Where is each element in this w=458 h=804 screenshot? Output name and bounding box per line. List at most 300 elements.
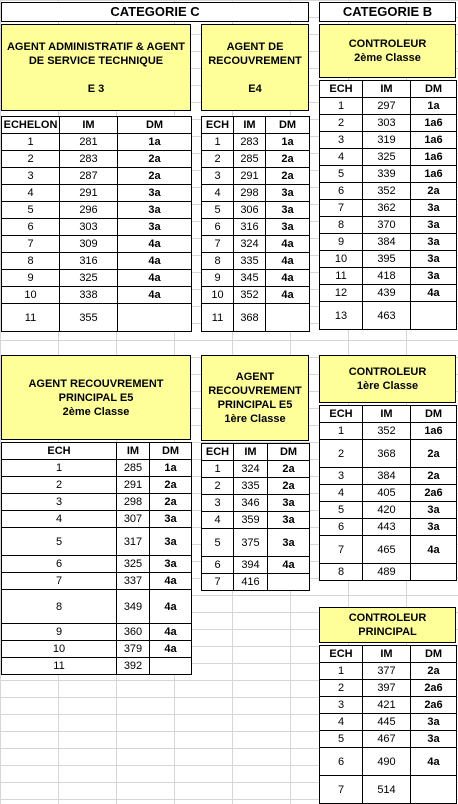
table-controleur-2eme xyxy=(319,80,457,330)
im-cell: 370 xyxy=(363,217,411,234)
table-row xyxy=(320,98,457,115)
echelon-cell: 6 xyxy=(2,556,117,573)
im-cell: 338 xyxy=(60,287,118,304)
im-cell: 439 xyxy=(363,285,411,302)
table-row xyxy=(320,714,457,731)
header-line: DE SERVICE TECHNIQUE xyxy=(28,54,164,67)
im-cell: 394 xyxy=(234,557,268,574)
table-agent-rp-2eme xyxy=(1,442,192,675)
dm-cell xyxy=(266,304,310,332)
echelon-cell: 4 xyxy=(320,714,363,731)
dm-cell: 3a xyxy=(150,556,192,573)
dm-cell: 3a xyxy=(118,202,192,219)
header-line: RECOUVREMENT xyxy=(208,385,302,397)
dm-cell xyxy=(150,658,192,675)
column-header: IM xyxy=(363,646,411,663)
echelon-cell: 9 xyxy=(202,270,234,287)
table-row xyxy=(2,304,192,332)
table-row xyxy=(2,624,192,641)
header-line: PRINCIPAL E5 xyxy=(58,391,134,404)
dm-cell xyxy=(411,302,457,330)
table-row xyxy=(320,502,457,519)
im-cell: 287 xyxy=(60,168,118,185)
column-header: DM xyxy=(268,444,310,461)
im-cell: 281 xyxy=(60,134,118,151)
dm-cell: 1a6 xyxy=(411,423,457,440)
column-header: ECHELON xyxy=(2,117,60,134)
im-cell: 335 xyxy=(234,478,268,495)
column-header: DM xyxy=(150,443,192,460)
im-cell: 325 xyxy=(363,149,411,166)
table-row xyxy=(202,202,310,219)
header-line: CONTROLEUR xyxy=(348,366,427,378)
echelon-cell: 11 xyxy=(320,268,363,285)
im-cell: 368 xyxy=(234,304,266,332)
echelon-cell: 7 xyxy=(202,574,234,591)
header-line: AGENT RECOUVREMENT xyxy=(28,377,164,390)
im-cell: 418 xyxy=(363,268,411,285)
echelon-cell: 13 xyxy=(320,302,363,330)
im-cell: 420 xyxy=(363,502,411,519)
echelon-cell: 4 xyxy=(202,512,234,529)
dm-cell: 4a xyxy=(150,590,192,624)
table-row xyxy=(2,270,192,287)
echelon-cell: 5 xyxy=(202,529,234,557)
dm-cell: 2a xyxy=(268,478,310,495)
dm-cell: 2a xyxy=(118,168,192,185)
dm-cell: 4a xyxy=(411,748,457,776)
echelon-cell: 2 xyxy=(202,151,234,168)
column-header: DM xyxy=(411,81,457,98)
im-cell: 303 xyxy=(363,115,411,132)
table-row xyxy=(320,132,457,149)
dm-cell: 1a6 xyxy=(411,149,457,166)
im-cell: 416 xyxy=(234,574,268,591)
echelon-cell: 6 xyxy=(202,557,234,574)
column-header: ECH xyxy=(2,443,117,460)
echelon-cell: 3 xyxy=(2,494,117,511)
echelon-cell: 11 xyxy=(2,304,60,332)
echelon-cell: 2 xyxy=(320,115,363,132)
column-header: IM xyxy=(60,117,118,134)
echelon-cell: 1 xyxy=(202,134,234,151)
dm-cell xyxy=(268,574,310,591)
column-header: IM xyxy=(363,406,411,423)
im-cell: 324 xyxy=(234,236,266,253)
table-row xyxy=(202,236,310,253)
im-cell: 316 xyxy=(60,253,118,270)
table-row xyxy=(320,251,457,268)
table-controleur-1ere xyxy=(319,405,457,581)
echelon-cell: 4 xyxy=(320,149,363,166)
echelon-cell: 1 xyxy=(320,663,363,680)
dm-cell: 3a xyxy=(268,495,310,512)
echelon-cell: 8 xyxy=(202,253,234,270)
dm-cell: 3a xyxy=(411,502,457,519)
dm-cell: 4a xyxy=(266,270,310,287)
echelon-cell: 7 xyxy=(2,573,117,590)
table-row xyxy=(320,268,457,285)
header-grade: E 3 xyxy=(87,82,105,95)
echelon-cell: 5 xyxy=(320,166,363,183)
echelon-cell: 7 xyxy=(202,236,234,253)
table-row xyxy=(202,151,310,168)
table-row xyxy=(2,590,192,624)
table-row xyxy=(202,529,310,557)
dm-cell: 4a xyxy=(266,253,310,270)
echelon-cell: 6 xyxy=(202,219,234,236)
echelon-cell: 6 xyxy=(320,748,363,776)
im-cell: 421 xyxy=(363,697,411,714)
echelon-cell: 10 xyxy=(320,251,363,268)
im-cell: 298 xyxy=(234,185,266,202)
table-row xyxy=(320,731,457,748)
echelon-cell: 2 xyxy=(202,478,234,495)
im-cell: 306 xyxy=(234,202,266,219)
table-row xyxy=(202,287,310,304)
table-row xyxy=(320,663,457,680)
table-agent-rp-2eme-header xyxy=(1,355,191,440)
im-cell: 298 xyxy=(117,494,150,511)
echelon-cell: 10 xyxy=(2,641,117,658)
column-header: IM xyxy=(234,444,268,461)
im-cell: 355 xyxy=(60,304,118,332)
table-controleur-2eme-header xyxy=(319,24,456,78)
dm-cell xyxy=(411,564,457,581)
table-row xyxy=(2,641,192,658)
table-row xyxy=(320,680,457,697)
dm-cell: 4a xyxy=(411,285,457,302)
header-line: AGENT DE xyxy=(226,40,284,53)
im-cell: 377 xyxy=(363,663,411,680)
im-cell: 395 xyxy=(363,251,411,268)
table-row xyxy=(202,304,310,332)
column-header: IM xyxy=(117,443,150,460)
dm-cell: 1a xyxy=(266,134,310,151)
table-agent-administratif-header xyxy=(1,24,191,111)
table-row xyxy=(2,287,192,304)
echelon-cell: 1 xyxy=(320,98,363,115)
echelon-cell: 8 xyxy=(320,564,363,581)
dm-cell: 3a xyxy=(118,185,192,202)
header-line: RECOUVREMENT xyxy=(208,54,302,67)
echelon-cell: 6 xyxy=(2,219,60,236)
table-row xyxy=(2,219,192,236)
dm-cell: 3a xyxy=(268,529,310,557)
echelon-cell: 2 xyxy=(320,440,363,468)
im-cell: 359 xyxy=(234,512,268,529)
echelon-cell: 8 xyxy=(2,590,117,624)
table-controleur-principal xyxy=(319,645,457,804)
dm-cell xyxy=(411,776,457,804)
im-cell: 291 xyxy=(117,477,150,494)
im-cell: 443 xyxy=(363,519,411,536)
im-cell: 285 xyxy=(234,151,266,168)
im-cell: 445 xyxy=(363,714,411,731)
table-agent-rp-1ere xyxy=(201,443,310,591)
table-row xyxy=(202,574,310,591)
table-row xyxy=(2,253,192,270)
echelon-cell: 1 xyxy=(320,423,363,440)
dm-cell: 3a xyxy=(266,185,310,202)
echelon-cell: 8 xyxy=(320,217,363,234)
table-row xyxy=(320,200,457,217)
table-row xyxy=(202,461,310,478)
dm-cell: 2a6 xyxy=(411,485,457,502)
category-c-title: CATEGORIE C xyxy=(1,2,309,22)
category-b-title: CATEGORIE B xyxy=(319,2,456,22)
dm-cell: 2a xyxy=(411,440,457,468)
table-row xyxy=(202,495,310,512)
table-row xyxy=(320,423,457,440)
table-row xyxy=(2,477,192,494)
dm-cell: 3a xyxy=(268,512,310,529)
dm-cell: 2a xyxy=(411,468,457,485)
table-row xyxy=(202,185,310,202)
dm-cell: 2a xyxy=(266,168,310,185)
dm-cell: 1a xyxy=(118,134,192,151)
im-cell: 346 xyxy=(234,495,268,512)
table-row xyxy=(202,219,310,236)
table-row xyxy=(202,270,310,287)
echelon-cell: 5 xyxy=(320,502,363,519)
im-cell: 463 xyxy=(363,302,411,330)
header-line: CONTROLEUR xyxy=(348,38,427,50)
im-cell: 335 xyxy=(234,253,266,270)
echelon-cell: 2 xyxy=(320,680,363,697)
table-row xyxy=(202,168,310,185)
dm-cell: 3a xyxy=(411,234,457,251)
dm-cell: 4a xyxy=(266,236,310,253)
echelon-cell: 3 xyxy=(2,168,60,185)
dm-cell: 3a xyxy=(266,202,310,219)
dm-cell: 2a xyxy=(411,663,457,680)
echelon-cell: 11 xyxy=(2,658,117,675)
table-row xyxy=(2,185,192,202)
im-cell: 384 xyxy=(363,468,411,485)
dm-cell: 2a xyxy=(150,477,192,494)
im-cell: 337 xyxy=(117,573,150,590)
im-cell: 285 xyxy=(117,460,150,477)
table-row xyxy=(2,202,192,219)
header-line: PRINCIPAL E5 xyxy=(217,399,293,411)
im-cell: 514 xyxy=(363,776,411,804)
header-line: 1ère Classe xyxy=(356,380,419,392)
dm-cell: 2a6 xyxy=(411,697,457,714)
table-row xyxy=(320,748,457,776)
table-row xyxy=(320,564,457,581)
table-row xyxy=(202,512,310,529)
table-agent-rp-1ere-header xyxy=(201,355,309,441)
dm-cell: 1a xyxy=(150,460,192,477)
echelon-cell: 10 xyxy=(202,287,234,304)
dm-cell: 4a xyxy=(118,287,192,304)
im-cell: 317 xyxy=(117,528,150,556)
echelon-cell: 3 xyxy=(320,697,363,714)
column-header: IM xyxy=(363,81,411,98)
column-header: IM xyxy=(234,117,266,134)
table-controleur-principal-header xyxy=(319,607,456,643)
im-cell: 352 xyxy=(234,287,266,304)
table-row xyxy=(320,697,457,714)
dm-cell: 2a xyxy=(118,151,192,168)
echelon-cell: 1 xyxy=(2,460,117,477)
dm-cell: 4a xyxy=(118,270,192,287)
im-cell: 465 xyxy=(363,536,411,564)
echelon-cell: 7 xyxy=(320,536,363,564)
dm-cell: 3a xyxy=(118,219,192,236)
table-row xyxy=(320,183,457,200)
im-cell: 324 xyxy=(234,461,268,478)
table-row xyxy=(202,253,310,270)
table-row xyxy=(2,460,192,477)
echelon-cell: 5 xyxy=(2,202,60,219)
dm-cell: 2a xyxy=(266,151,310,168)
column-header: ECH xyxy=(320,81,363,98)
dm-cell: 3a xyxy=(411,268,457,285)
im-cell: 291 xyxy=(60,185,118,202)
dm-cell: 3a xyxy=(411,731,457,748)
dm-cell: 4a xyxy=(268,557,310,574)
dm-cell: 4a xyxy=(150,641,192,658)
im-cell: 339 xyxy=(363,166,411,183)
header-grade: E4 xyxy=(248,82,262,95)
dm-cell: 3a xyxy=(411,200,457,217)
column-header: DM xyxy=(411,406,457,423)
header-line: AGENT ADMINISTRATIF & AGENT xyxy=(6,40,186,53)
table-row xyxy=(320,149,457,166)
echelon-cell: 3 xyxy=(320,132,363,149)
echelon-cell: 12 xyxy=(320,285,363,302)
table-row xyxy=(320,536,457,564)
dm-cell: 2a xyxy=(150,494,192,511)
column-header: ECH xyxy=(320,406,363,423)
echelon-cell: 4 xyxy=(202,185,234,202)
im-cell: 392 xyxy=(117,658,150,675)
dm-cell: 1a6 xyxy=(411,115,457,132)
im-cell: 283 xyxy=(60,151,118,168)
table-row xyxy=(320,115,457,132)
im-cell: 379 xyxy=(117,641,150,658)
im-cell: 360 xyxy=(117,624,150,641)
table-row xyxy=(2,134,192,151)
table-row xyxy=(320,776,457,804)
header-line: 2ème Classe xyxy=(62,405,130,418)
echelon-cell: 4 xyxy=(2,511,117,528)
dm-cell: 2a xyxy=(411,183,457,200)
header-line: PRINCIPAL xyxy=(358,626,417,638)
table-agent-recouvrement-header xyxy=(201,24,309,111)
table-row xyxy=(2,494,192,511)
echelon-cell: 10 xyxy=(2,287,60,304)
im-cell: 307 xyxy=(117,511,150,528)
table-row xyxy=(2,151,192,168)
im-cell: 345 xyxy=(234,270,266,287)
im-cell: 349 xyxy=(117,590,150,624)
dm-cell: 4a xyxy=(411,536,457,564)
echelon-cell: 9 xyxy=(2,624,117,641)
echelon-cell: 3 xyxy=(202,495,234,512)
table-row xyxy=(2,511,192,528)
echelon-cell: 2 xyxy=(2,477,117,494)
echelon-cell: 6 xyxy=(320,183,363,200)
echelon-cell: 2 xyxy=(2,151,60,168)
header-line: 1ère Classe xyxy=(224,413,286,425)
im-cell: 384 xyxy=(363,234,411,251)
im-cell: 368 xyxy=(363,440,411,468)
table-row xyxy=(320,285,457,302)
table-row xyxy=(320,217,457,234)
echelon-cell: 9 xyxy=(2,270,60,287)
echelon-cell: 5 xyxy=(2,528,117,556)
im-cell: 375 xyxy=(234,529,268,557)
im-cell: 405 xyxy=(363,485,411,502)
table-row xyxy=(320,166,457,183)
im-cell: 352 xyxy=(363,183,411,200)
table-row xyxy=(320,519,457,536)
echelon-cell: 4 xyxy=(320,485,363,502)
echelon-cell: 3 xyxy=(320,468,363,485)
table-row xyxy=(2,528,192,556)
table-row xyxy=(202,134,310,151)
im-cell: 489 xyxy=(363,564,411,581)
table-row xyxy=(202,557,310,574)
dm-cell: 3a xyxy=(150,511,192,528)
dm-cell: 4a xyxy=(118,236,192,253)
table-row xyxy=(2,168,192,185)
im-cell: 325 xyxy=(117,556,150,573)
echelon-cell: 9 xyxy=(320,234,363,251)
im-cell: 490 xyxy=(363,748,411,776)
dm-cell: 4a xyxy=(150,624,192,641)
column-header: ECH xyxy=(320,646,363,663)
im-cell: 297 xyxy=(363,98,411,115)
column-header: ECH xyxy=(202,444,234,461)
header-line: AGENT xyxy=(235,371,275,383)
dm-cell: 4a xyxy=(118,253,192,270)
im-cell: 291 xyxy=(234,168,266,185)
im-cell: 325 xyxy=(60,270,118,287)
im-cell: 303 xyxy=(60,219,118,236)
echelon-cell: 8 xyxy=(2,253,60,270)
echelon-cell: 1 xyxy=(202,461,234,478)
table-row xyxy=(202,478,310,495)
dm-cell: 3a xyxy=(411,714,457,731)
im-cell: 316 xyxy=(234,219,266,236)
im-cell: 309 xyxy=(60,236,118,253)
dm-cell: 3a xyxy=(411,519,457,536)
im-cell: 362 xyxy=(363,200,411,217)
table-row xyxy=(320,485,457,502)
table-row xyxy=(2,236,192,253)
table-row xyxy=(2,658,192,675)
dm-cell: 1a6 xyxy=(411,166,457,183)
column-header: DM xyxy=(266,117,310,134)
im-cell: 467 xyxy=(363,731,411,748)
table-row xyxy=(320,302,457,330)
table-row xyxy=(320,440,457,468)
dm-cell: 1a6 xyxy=(411,132,457,149)
im-cell: 296 xyxy=(60,202,118,219)
column-header: DM xyxy=(411,646,457,663)
column-header: DM xyxy=(118,117,192,134)
table-agent-administratif xyxy=(1,116,192,332)
echelon-cell: 4 xyxy=(2,185,60,202)
echelon-cell: 1 xyxy=(2,134,60,151)
echelon-cell: 7 xyxy=(320,200,363,217)
echelon-cell: 5 xyxy=(202,202,234,219)
table-row xyxy=(320,234,457,251)
